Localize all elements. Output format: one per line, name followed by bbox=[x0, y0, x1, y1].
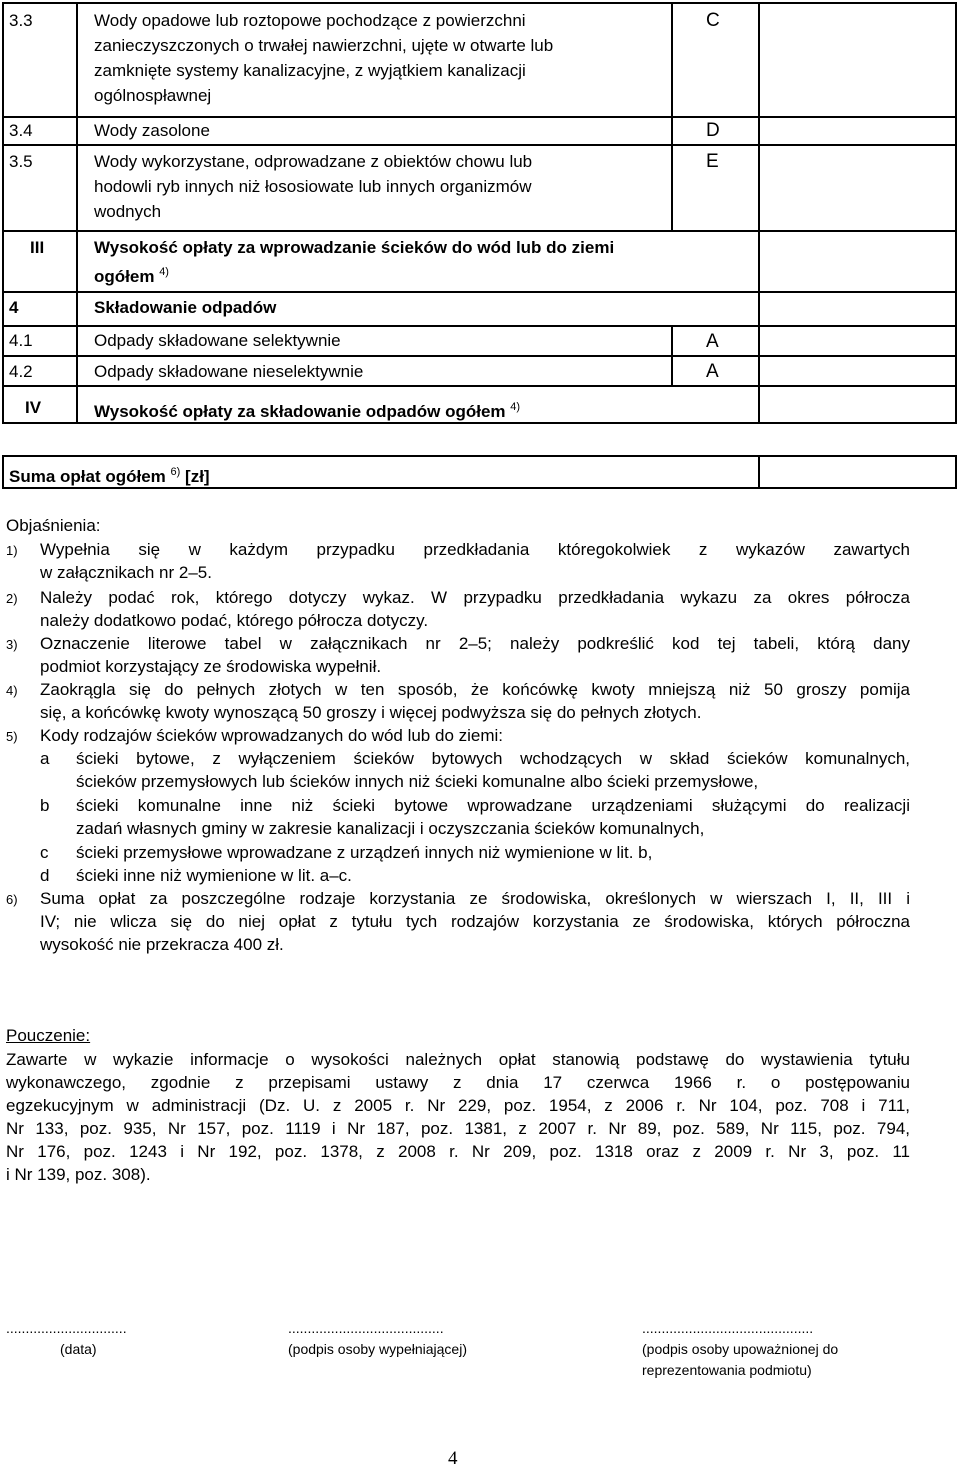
note-line: Należy podać rok, którego dotyczy wykaz. W przypadku przedkładania wykazu za okres półrocza bbox=[40, 588, 910, 607]
row-label: Składowanie odpadów bbox=[94, 298, 277, 317]
row-code: E bbox=[706, 151, 719, 172]
row-number: IV bbox=[25, 398, 42, 417]
row-number: 4.1 bbox=[9, 331, 33, 350]
note-line: podmiot korzystający ze środowiska wypełnił. bbox=[40, 657, 382, 676]
signature-caption: (podpis osoby wypełniającej) bbox=[288, 1341, 467, 1357]
table-rule bbox=[2, 144, 957, 146]
note-line: ścieków przemysłowych lub ścieków innych niż ścieki komunalne albo ścieki przemysłowe, bbox=[76, 772, 759, 791]
table-rule bbox=[2, 385, 957, 387]
note-line: zadań własnych gminy w zakresie kanalizacji i oczyszczania ścieków komunalnych, bbox=[76, 819, 705, 838]
table-rule bbox=[76, 2, 78, 424]
note-number: 5) bbox=[6, 729, 18, 744]
note-number: 6) bbox=[6, 892, 18, 907]
note-line: Zaokrągla się do pełnych złotych w ten sposób, że końcówkę kwoty mniejszą niż 50 groszy pomija bbox=[40, 680, 910, 699]
row-label: Wysokość opłaty za składowanie odpadów ogółem $^{4)}$ bbox=[94, 401, 521, 421]
authorized-caption-line: reprezentowania podmiotu) bbox=[642, 1362, 812, 1378]
authorized-caption-line: (podpis osoby upoważnionej do bbox=[642, 1341, 839, 1357]
row-label: Wysokość opłaty za wprowadzanie ścieków do wód lub do ziemi bbox=[94, 238, 615, 257]
note-line: ścieki bytowe, z wyłączeniem ścieków bytowych wchodzących w skład ścieków komunalnych, bbox=[76, 749, 910, 768]
row-number: 4.2 bbox=[9, 362, 33, 381]
instruction-line: egzekucyjnym w administracji (Dz. U. z 2005 r. Nr 229, poz. 1954, z 2006 r. Nr 104, poz. 708 i 711, bbox=[6, 1096, 910, 1115]
note-line: ścieki inne niż wymienione w lit. a–c. bbox=[76, 866, 352, 885]
note-line: Suma opłat za poszczególne rodzaje korzystania ze środowiska, określonych w wierszach I, II, III i bbox=[40, 889, 910, 908]
instruction-heading: Pouczenie: bbox=[6, 1026, 91, 1045]
note-line: w załącznikach nr 2–5. bbox=[40, 563, 212, 582]
note-line: się, a końcówkę kwoty wynoszącą 50 groszy i więcej podwyższa się do pełnych złotych. bbox=[40, 703, 702, 722]
row-label-line: wodnych bbox=[94, 202, 162, 221]
note-line: Oznaczenie literowe tabel w załącznikach nr 2–5; należy podkreślić kod tej tabeli, którą dany bbox=[40, 634, 910, 653]
total-label: Suma opłat ogółem $^{6)}$ [zł] bbox=[9, 466, 210, 486]
row-number: III bbox=[30, 238, 45, 257]
row-code: D bbox=[706, 120, 720, 141]
note-line: IV; nie wlicza się do niej opłat z tytułu tych rodzajów korzystania ze środowiska, których półroczna bbox=[40, 912, 910, 931]
row-code: C bbox=[706, 10, 720, 31]
row-code: A bbox=[706, 361, 719, 382]
note-line: Kody rodzajów ścieków wprowadzanych do wód lub do ziemi: bbox=[40, 726, 504, 745]
date-caption: (data) bbox=[60, 1341, 97, 1357]
row-label-line: zanieczyszczonych o trwałej nawierzchni, ujęte w otwarte lub bbox=[94, 36, 554, 55]
row-number: 3.5 bbox=[9, 152, 33, 171]
note-line: Wypełnia się w każdym przypadku przedkładania któregokolwiek z wykazów zawartych bbox=[40, 540, 910, 559]
row-number: 3.3 bbox=[9, 11, 33, 30]
row-label-line: hodowli ryb innych niż łososiowate lub innych organizmów bbox=[94, 177, 532, 196]
row-label: Odpady składowane selektywnie bbox=[94, 331, 341, 350]
row-number: 3.4 bbox=[9, 121, 33, 140]
note-number: 1) bbox=[6, 543, 18, 558]
authorized-signature-dots: ............................................ bbox=[642, 1320, 814, 1336]
table-rule bbox=[758, 2, 760, 424]
row-label-line: ogółem $^{4)}$ bbox=[94, 266, 169, 286]
note-number: 2) bbox=[6, 591, 18, 606]
notes-heading: Objaśnienia: bbox=[6, 516, 101, 535]
code-letter: a bbox=[40, 749, 50, 768]
note-line: należy dodatkowo podać, którego półrocza dotyczy. bbox=[40, 611, 429, 630]
note-line: wysokość nie przekracza 400 zł. bbox=[40, 935, 284, 954]
code-letter: b bbox=[40, 796, 50, 815]
note-number: 3) bbox=[6, 637, 18, 652]
instruction-line: Nr 133, poz. 935, Nr 157, poz. 1119 i Nr 187, poz. 1381, z 2007 r. Nr 89, poz. 589, Nr 115, poz. 794, bbox=[6, 1119, 910, 1138]
row-label: Wody zasolone bbox=[94, 121, 210, 140]
row-number: 4 bbox=[9, 298, 19, 317]
table-rule bbox=[671, 2, 673, 230]
instruction-line: i Nr 139, poz. 308). bbox=[6, 1165, 151, 1184]
instruction-line: wykonawczego, zgodnie z przepisami ustawy z dnia 17 czerwca 1966 r. o postępowaniu bbox=[6, 1073, 910, 1092]
code-letter: d bbox=[40, 866, 50, 885]
date-dots: ............................... bbox=[6, 1320, 127, 1336]
table-rule bbox=[671, 325, 673, 385]
note-line: ścieki komunalne inne niż ścieki bytowe wprowadzane urządzeniami służącymi do realizacji bbox=[76, 796, 910, 815]
row-label-line: Wody opadowe lub roztopowe pochodzące z powierzchni bbox=[94, 11, 526, 30]
row-label: Odpady składowane nieselektywnie bbox=[94, 362, 364, 381]
page-number: 4 bbox=[448, 1448, 458, 1469]
table-rule bbox=[758, 455, 760, 489]
row-label-line: Wody wykorzystane, odprowadzane z obiektów chowu lub bbox=[94, 152, 533, 171]
table-rule bbox=[2, 291, 957, 293]
table-rule bbox=[2, 355, 957, 357]
instruction-line: Zawarte w wykazie informacje o wysokości należnych opłat stanowią podstawę do wystawienia tytułu bbox=[6, 1050, 910, 1069]
note-line: ścieki przemysłowe wprowadzane z urządzeń innych niż wymienione w lit. b, bbox=[76, 843, 653, 862]
row-label-line: ogólnospławnej bbox=[94, 86, 212, 105]
instruction-line: Nr 176, poz. 1243 i Nr 192, poz. 1378, z 2008 r. Nr 209, poz. 1318 oraz z 2009 r. Nr 3, poz. 11 bbox=[6, 1142, 910, 1161]
footnote-ref: 4) bbox=[159, 266, 169, 278]
row-code: A bbox=[706, 331, 719, 352]
signature-dots: ........................................ bbox=[288, 1320, 444, 1336]
code-letter: c bbox=[40, 843, 49, 862]
table-rule bbox=[2, 325, 957, 327]
table-rule bbox=[2, 230, 957, 232]
note-number: 4) bbox=[6, 683, 18, 698]
row-label-line: zamknięte systemy kanalizacyjne, z wyjątkiem kanalizacji bbox=[94, 61, 526, 80]
footnote-ref: 4) bbox=[510, 401, 521, 413]
